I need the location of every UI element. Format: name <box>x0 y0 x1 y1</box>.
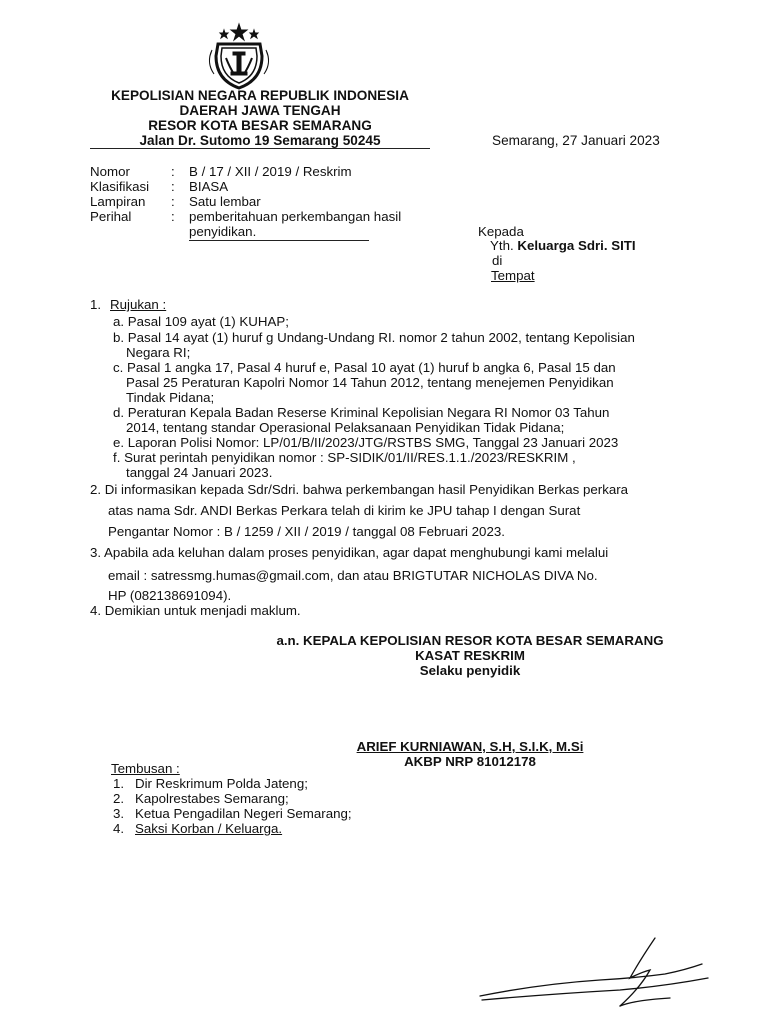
lampiran-value: Satu lembar <box>189 194 261 209</box>
nomor-colon: : <box>171 164 175 179</box>
ref-c-line-2: Pasal 25 Peraturan Kapolri Nomor 14 Tahun 2012, tentang menejemen Penyidikan <box>126 375 614 390</box>
ref-c-line-3: Tindak Pidana; <box>126 390 215 405</box>
handwritten-signature <box>470 930 720 1020</box>
recipient-kepada: Kepada <box>478 224 524 239</box>
letterhead-line-1: KEPOLISIAN NEGARA REPUBLIK INDONESIA <box>111 88 409 103</box>
ref-d-line-1: d. Peraturan Kepala Badan Reserse Kriminal Kepolisian Negara RI Nomor 03 Tahun <box>113 405 610 420</box>
letterhead-line-2: DAERAH JAWA TENGAH <box>179 103 341 118</box>
recipient-di: di <box>492 253 503 268</box>
perihal-underline <box>189 240 369 241</box>
ref-b-line-2: Negara RI; <box>126 345 191 360</box>
klasifikasi-value: BIASA <box>189 179 229 194</box>
point-3-line-3: HP (082138691094). <box>108 588 232 603</box>
lampiran-label: Lampiran <box>90 194 146 209</box>
klasifikasi-colon: : <box>171 179 175 194</box>
recipient-yth: Yth. <box>490 238 514 253</box>
recipient-address <box>490 238 636 253</box>
perihal-value-line-1: pemberitahuan perkembangan hasil <box>189 209 402 224</box>
nomor-value: B / 17 / XII / 2019 / Reskrim <box>189 164 352 179</box>
perihal-value-line-2: penyidikan. <box>189 224 257 239</box>
tembusan-item-2: Kapolrestabes Semarang; <box>135 791 289 806</box>
point-4: 4. Demikian untuk menjadi maklum. <box>90 603 301 618</box>
nomor-label: Nomor <box>90 164 130 179</box>
klasifikasi-label: Klasifikasi <box>90 179 150 194</box>
letterhead-line-3: RESOR KOTA BESAR SEMARANG <box>148 118 372 133</box>
ref-d-line-2: 2014, tentang standar Operasional Pelaksanaan Penyidikan Tidak Pidana; <box>126 420 565 435</box>
tembusan-number-4: 4. <box>113 821 125 836</box>
letterhead-address: Jalan Dr. Sutomo 19 Semarang 50245 <box>139 133 381 148</box>
tembusan-number-2: 2. <box>113 791 125 806</box>
letterhead-divider <box>90 148 430 149</box>
signature-role: Selaku penyidik <box>419 663 521 678</box>
point-3-line-1: 3. Apabila ada keluhan dalam proses penyidikan, agar dapat menghubungi kami melalui <box>90 545 609 560</box>
signature-nrp: AKBP NRP 81012178 <box>404 754 536 769</box>
ref-e: e. Laporan Polisi Nomor: LP/01/B/II/2023/JTG/RSTBS SMG, Tanggal 23 Januari 2023 <box>113 435 619 450</box>
recipient-name: Keluarga Sdri. SITI <box>517 238 636 253</box>
tembusan-number-3: 3. <box>113 806 125 821</box>
point-1-number: 1. <box>90 297 102 312</box>
tembusan-item-3: Ketua Pengadilan Negeri Semarang; <box>135 806 352 821</box>
police-emblem-icon <box>204 22 274 92</box>
ref-b-line-1: b. Pasal 14 ayat (1) huruf g Undang-Undang RI. nomor 2 tahun 2002, tentang Kepolisian <box>113 330 635 345</box>
tembusan-title: Tembusan : <box>111 761 180 776</box>
perihal-colon: : <box>171 209 175 224</box>
place-date: Semarang, 27 Januari 2023 <box>492 133 660 148</box>
point-1-title: Rujukan : <box>110 297 167 312</box>
ref-c-line-1: c. Pasal 1 angka 17, Pasal 4 huruf e, Pasal 10 ayat (1) huruf b angka 6, Pasal 15 dan <box>113 360 616 375</box>
ref-f-line-1: f. Surat perintah penyidikan nomor : SP-SIDIK/01/II/RES.1.1./2023/RESKRIM , <box>113 450 576 465</box>
tembusan-number-1: 1. <box>113 776 125 791</box>
point-2-line-3: Pengantar Nomor : B / 1259 / XII / 2019 / tanggal 08 Februari 2023. <box>108 524 505 539</box>
tembusan-item-4: Saksi Korban / Keluarga. <box>135 821 283 836</box>
ref-f-line-2: tanggal 24 Januari 2023. <box>126 465 273 480</box>
lampiran-colon: : <box>171 194 175 209</box>
tembusan-item-1: Dir Reskrimum Polda Jateng; <box>135 776 308 791</box>
recipient-tempat: Tempat <box>491 268 535 283</box>
point-2-line-1: 2. Di informasikan kepada Sdr/Sdri. bahwa perkembangan hasil Penyidikan Berkas perkara <box>90 482 629 497</box>
ref-a: a. Pasal 109 ayat (1) KUHAP; <box>113 314 289 329</box>
point-3-line-2: email : satressmg.humas@gmail.com, dan atau BRIGTUTAR NICHOLAS DIVA No. <box>108 568 598 583</box>
signature-title: KASAT RESKRIM <box>415 648 525 663</box>
perihal-label: Perihal <box>90 209 132 224</box>
signature-name: ARIEF KURNIAWAN, S.H, S.I.K, M.Si <box>356 739 584 754</box>
signature-an: a.n. KEPALA KEPOLISIAN RESOR KOTA BESAR SEMARANG <box>276 633 664 648</box>
point-2-line-2: atas nama Sdr. ANDI Berkas Perkara telah di kirim ke JPU tahap I dengan Surat <box>108 503 581 518</box>
